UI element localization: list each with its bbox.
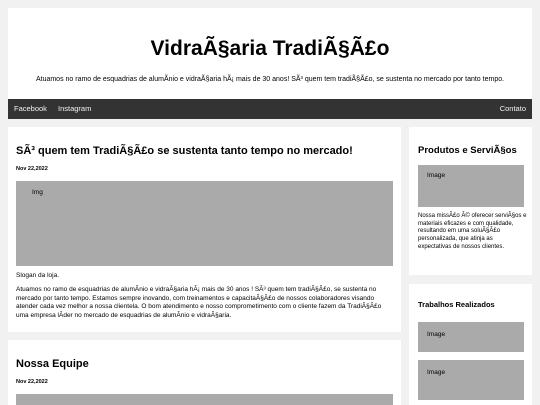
post-image-placeholder [16, 394, 393, 405]
site-tagline: Atuamos no ramo de esquadrias de alumÃnio e vidraÃ§aria hÃ¡ mais de 30 anos! SÃ³ quem tem tradiÃ§Ã£o, se sustenta no mercado por tanto tempo. [35, 76, 505, 83]
post-title: Nossa Equipe [16, 358, 89, 370]
sidebar-works-image-label: Image [427, 369, 446, 376]
sidebar-works-image [418, 360, 524, 400]
sidebar-products-text: Nossa missÃ£o Ã© oferecer serviÃ§os e materiais eficazes e com qualidade, resultando em uma soluÃ§Ã£o personalizada, que atinja as expectativas de nossos clientes. [418, 213, 527, 250]
post-card [8, 127, 401, 332]
site-title: VidraÃ§aria TradiÃ§Ã£o [150, 37, 390, 60]
sidebar-products-image [418, 165, 524, 207]
sidebar-products-card [409, 127, 532, 275]
sidebar-works-card [409, 284, 532, 405]
post-date: Nov 22,2022 [16, 379, 48, 385]
nav-link-instagram[interactable]: Instagram [58, 104, 92, 113]
post-title: SÃ³ quem tem TradiÃ§Ã£o se sustenta tanto tempo no mercado! [16, 145, 353, 157]
site-header [8, 8, 532, 99]
post-image-placeholder [16, 181, 393, 266]
sidebar-works-image-label: Image [427, 331, 446, 338]
sidebar-products-title: Produtos e ServiÃ§os [418, 145, 517, 156]
sidebar-works-title: Trabalhos Realizados [418, 300, 495, 309]
post-date: Nov 22,2022 [16, 166, 48, 172]
nav-link-facebook[interactable]: Facebook [14, 104, 47, 113]
post-slogan: Slogan da loja. [16, 272, 60, 279]
sidebar-products-image-label: Image [427, 172, 446, 179]
sidebar-works-image [418, 322, 524, 352]
post-image-label: Img [32, 189, 43, 196]
post-card [8, 340, 401, 405]
post-body: Atuamos no ramo de esquadrias de alumÃnio e vidraÃ§aria hÃ¡ mais de 30 anos ! SÃ³ quem tem tradiÃ§Ã£o, se sustenta no mercado por tanto tempo. Estamos sempre inovando, com treinamentos e capacitaÃ§Ã£o de nossos colaboradores visando atender cada vez melhor a nossa clientela. O bom atendimento e nosso comprometimento com o cliente fazem da TradiÃ§Ã£o uma empresa lÃder no mercado de esquadrias de alumÃnio e vidraÃ§aria. [16, 286, 382, 319]
nav-link-contact[interactable]: Contato [499, 104, 526, 113]
top-nav [8, 99, 532, 119]
